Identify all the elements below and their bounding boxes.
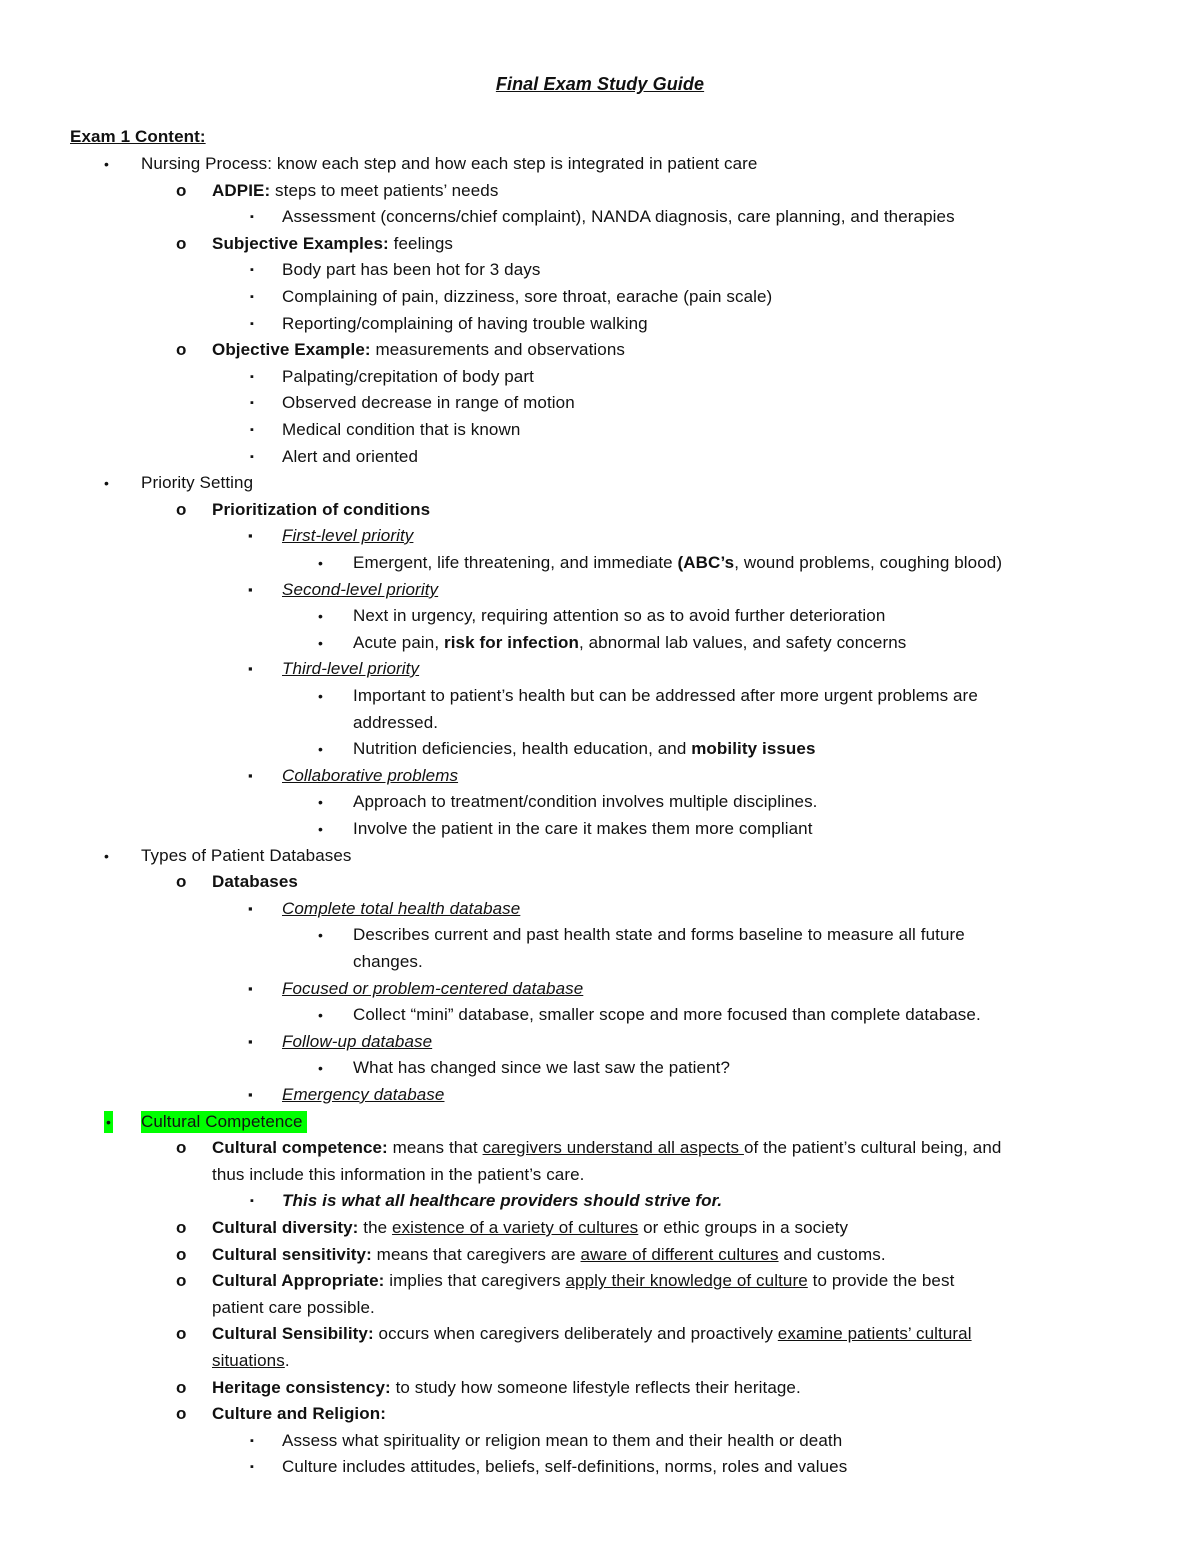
section-heading: Exam 1 Content:: [70, 127, 206, 146]
list-item: [282, 313, 648, 335]
list-item-text: Culture includes attitudes, beliefs, self-definitions, norms, roles and values: [282, 1457, 848, 1476]
list-marker: o: [176, 1218, 187, 1237]
list-item-text: Reporting/complaining of having trouble walking: [282, 314, 648, 333]
list-item-text: of the patient’s cultural being, and: [743, 1138, 1002, 1157]
list-marker: •: [318, 1007, 324, 1023]
list-item-text: steps to meet patients’ needs: [270, 181, 499, 200]
list-item: [353, 605, 885, 627]
list-item: [282, 658, 419, 680]
list-item: [282, 419, 520, 441]
list-marker: •: [318, 608, 324, 624]
list-item-text: Body part has been hot for 3 days: [282, 260, 541, 279]
list-item: [282, 446, 418, 468]
list-item: [282, 1190, 722, 1212]
list-item-text: Collaborative problems: [282, 766, 459, 785]
list-marker: •: [104, 848, 110, 864]
list-item-text: Nutrition deficiencies, health education, and: [353, 739, 692, 758]
list-item-text: Assessment (concerns/chief complaint), NANDA diagnosis, care planning, and therapies: [282, 207, 955, 226]
list-marker: ▪: [250, 371, 254, 383]
list-item-text: Involve the patient in the care it makes them more compliant: [353, 819, 813, 838]
list-item-text: Cultural Competence: [141, 1112, 303, 1131]
list-item-text: existence of a variety of cultures: [392, 1218, 639, 1237]
list-item-text: Emergent, life threatening, and immediate: [353, 553, 678, 572]
list-item: [282, 259, 540, 281]
list-marker: •: [104, 475, 110, 491]
list-marker: o: [176, 1378, 187, 1397]
list-item: [353, 818, 813, 840]
list-item-text: Focused or problem-centered database: [282, 979, 584, 998]
list-item-text: Follow-up database: [282, 1032, 433, 1051]
list-marker: o: [176, 1404, 187, 1423]
list-item: [212, 1244, 886, 1266]
list-item: [212, 1164, 584, 1186]
list-item-text: mobility issues: [691, 739, 816, 758]
list-item-text: Complaining of pain, dizziness, sore throat, earache (pain scale): [282, 287, 773, 306]
list-item: [282, 1031, 432, 1053]
list-item-text: Cultural Appropriate:: [212, 1271, 385, 1290]
list-item-text: Cultural Sensibility:: [212, 1324, 374, 1343]
list-item-text: ADPIE:: [212, 181, 271, 200]
list-item-text: apply their knowledge of culture: [565, 1271, 808, 1290]
list-item-text: Next in urgency, requiring attention so as to avoid further deterioration: [353, 606, 886, 625]
list-item-text: , abnormal lab values, and safety concerns: [578, 633, 907, 652]
list-item-text: or ethic groups in a society: [638, 1218, 849, 1237]
list-marker: o: [176, 340, 187, 359]
list-item: [212, 1217, 848, 1239]
list-item: [282, 1084, 444, 1106]
list-marker: •: [318, 927, 324, 943]
list-marker: ▪: [250, 264, 254, 276]
list-marker: ▪: [250, 291, 254, 303]
list-item-text: What has changed since we last saw the patient?: [353, 1058, 731, 1077]
list-item: [353, 738, 816, 760]
list-marker: •: [318, 741, 324, 757]
list-item-text: Prioritization of conditions: [212, 500, 431, 519]
list-marker: ▪: [248, 981, 253, 996]
list-marker: ▪: [248, 901, 253, 916]
list-item-text: Culture and Religion:: [212, 1404, 386, 1423]
list-marker: •: [104, 156, 110, 172]
list-item: [353, 924, 965, 946]
list-item: [212, 1377, 801, 1399]
list-item: [282, 392, 575, 414]
list-marker: ▪: [248, 528, 253, 543]
list-item-text: Emergency database: [282, 1085, 445, 1104]
list-item: [282, 286, 772, 308]
list-marker: ▪: [250, 424, 254, 436]
list-item: [282, 1456, 847, 1478]
list-item-text: caregivers understand all aspects: [482, 1138, 744, 1157]
list-item: [212, 180, 498, 202]
list-marker: ▪: [250, 1195, 254, 1207]
list-marker: •: [318, 1060, 324, 1076]
list-marker: ▪: [248, 582, 253, 597]
list-item: [141, 472, 253, 494]
list-item: [141, 153, 757, 175]
list-item-text: Objective Example:: [212, 340, 371, 359]
list-item: [282, 978, 583, 1000]
list-item: [141, 1111, 307, 1133]
list-item: [282, 579, 438, 601]
list-item-text: Alert and oriented: [282, 447, 418, 466]
list-item-text: Third-level priority: [282, 659, 420, 678]
list-marker: •: [104, 1111, 113, 1133]
list-item-text: to provide the best: [807, 1271, 955, 1290]
list-item-text: Cultural competence:: [212, 1138, 388, 1157]
list-item: [212, 1297, 375, 1319]
list-marker: o: [176, 872, 187, 891]
list-marker: o: [176, 1245, 187, 1264]
list-marker: o: [176, 181, 187, 200]
list-item-text: Important to patient’s health but can be addressed after more urgent problems are: [353, 686, 978, 705]
list-item-text: Palpating/crepitation of body part: [282, 367, 534, 386]
document-title: Final Exam Study Guide: [495, 74, 705, 94]
list-marker: •: [318, 794, 324, 810]
list-item: [282, 366, 534, 388]
list-item-text: Describes current and past health state and forms baseline to measure all future: [353, 925, 965, 944]
list-item-text: examine patients’ cultural: [777, 1324, 972, 1343]
list-item-text: Heritage consistency:: [212, 1378, 391, 1397]
list-marker: ▪: [250, 1435, 254, 1447]
list-item: [353, 791, 818, 813]
list-item-text: and customs.: [778, 1245, 886, 1264]
list-marker: o: [176, 1271, 187, 1290]
list-marker: ▪: [250, 211, 254, 223]
list-marker: ▪: [250, 318, 254, 330]
list-item: [282, 1430, 842, 1452]
list-item-text: patient care possible.: [212, 1298, 375, 1317]
list-item-text: thus include this information in the patient’s care.: [212, 1165, 585, 1184]
list-item-text: Observed decrease in range of motion: [282, 393, 575, 412]
list-item: [212, 1403, 386, 1425]
list-item: [282, 206, 955, 228]
list-item: [212, 499, 430, 521]
list-item-text: aware of different cultures: [580, 1245, 779, 1264]
list-item-text: Nursing Process: know each step and how each step is integrated in patient care: [141, 154, 758, 173]
list-item-text: Second-level priority: [282, 580, 439, 599]
list-item-text: measurements and observations: [370, 340, 626, 359]
list-item-text: First-level priority: [282, 526, 414, 545]
list-marker: ▪: [248, 661, 253, 676]
list-item: [353, 632, 906, 654]
list-item-text: to study how someone lifestyle reflects their heritage.: [390, 1378, 801, 1397]
list-marker: o: [176, 500, 187, 519]
list-marker: ▪: [248, 1034, 253, 1049]
list-item-text: situations: [212, 1351, 285, 1370]
list-item-text: Priority Setting: [141, 473, 254, 492]
list-item: [353, 552, 1002, 574]
list-item-text: implies that caregivers: [384, 1271, 566, 1290]
list-item-text: Subjective Examples:: [212, 234, 389, 253]
list-marker: ▪: [250, 1461, 254, 1473]
list-item-text: Approach to treatment/condition involves multiple disciplines.: [353, 792, 818, 811]
list-item: [353, 685, 978, 707]
list-item: [282, 525, 413, 547]
list-item-text: means that caregivers are: [371, 1245, 581, 1264]
list-marker: o: [176, 1138, 187, 1157]
list-item-text: changes.: [353, 952, 423, 971]
list-marker: ▪: [248, 1087, 253, 1102]
list-marker: •: [318, 688, 324, 704]
list-item-text: feelings: [388, 234, 454, 253]
list-item-text: Acute pain,: [353, 633, 444, 652]
list-marker: •: [318, 821, 324, 837]
list-item-text: Cultural sensitivity:: [212, 1245, 372, 1264]
list-marker: •: [318, 635, 324, 651]
list-item-text: Collect “mini” database, smaller scope and more focused than complete database.: [353, 1005, 981, 1024]
list-item: [353, 1004, 981, 1026]
list-item-text: Assess what spirituality or religion mean to them and their health or death: [282, 1431, 843, 1450]
list-item-text: the: [358, 1218, 393, 1237]
list-item: [212, 1270, 954, 1292]
list-item-text: addressed.: [353, 713, 439, 732]
list-item: [353, 951, 423, 973]
list-item-text: This is what all healthcare providers should strive for.: [282, 1191, 723, 1210]
list-item-text: (ABC’s: [677, 553, 735, 572]
list-item: [212, 233, 453, 255]
list-marker: o: [176, 1324, 187, 1343]
list-item-text: Databases: [212, 872, 298, 891]
list-item-text: means that: [387, 1138, 483, 1157]
list-item: [282, 765, 458, 787]
list-item-text: .: [284, 1351, 290, 1370]
list-item: [212, 339, 625, 361]
list-item-text: Cultural diversity:: [212, 1218, 359, 1237]
list-item: [353, 1057, 730, 1079]
list-item: [212, 871, 298, 893]
list-item-text: Medical condition that is known: [282, 420, 521, 439]
list-item: [141, 845, 352, 867]
list-item: [353, 712, 438, 734]
list-item-text: Complete total health database: [282, 899, 521, 918]
list-item-text: risk for infection: [443, 633, 579, 652]
list-item: [212, 1323, 972, 1345]
list-item-text: Types of Patient Databases: [141, 846, 352, 865]
list-marker: ▪: [248, 768, 253, 783]
list-marker: o: [176, 234, 187, 253]
list-item: [212, 1350, 290, 1372]
list-marker: •: [318, 555, 324, 571]
list-item-text: occurs when caregivers deliberately and proactively: [373, 1324, 778, 1343]
list-marker: ▪: [250, 451, 254, 463]
list-item: [282, 898, 520, 920]
list-item-text: , wound problems, coughing blood): [734, 553, 1003, 572]
list-item: [212, 1137, 1001, 1159]
list-marker: ▪: [250, 397, 254, 409]
